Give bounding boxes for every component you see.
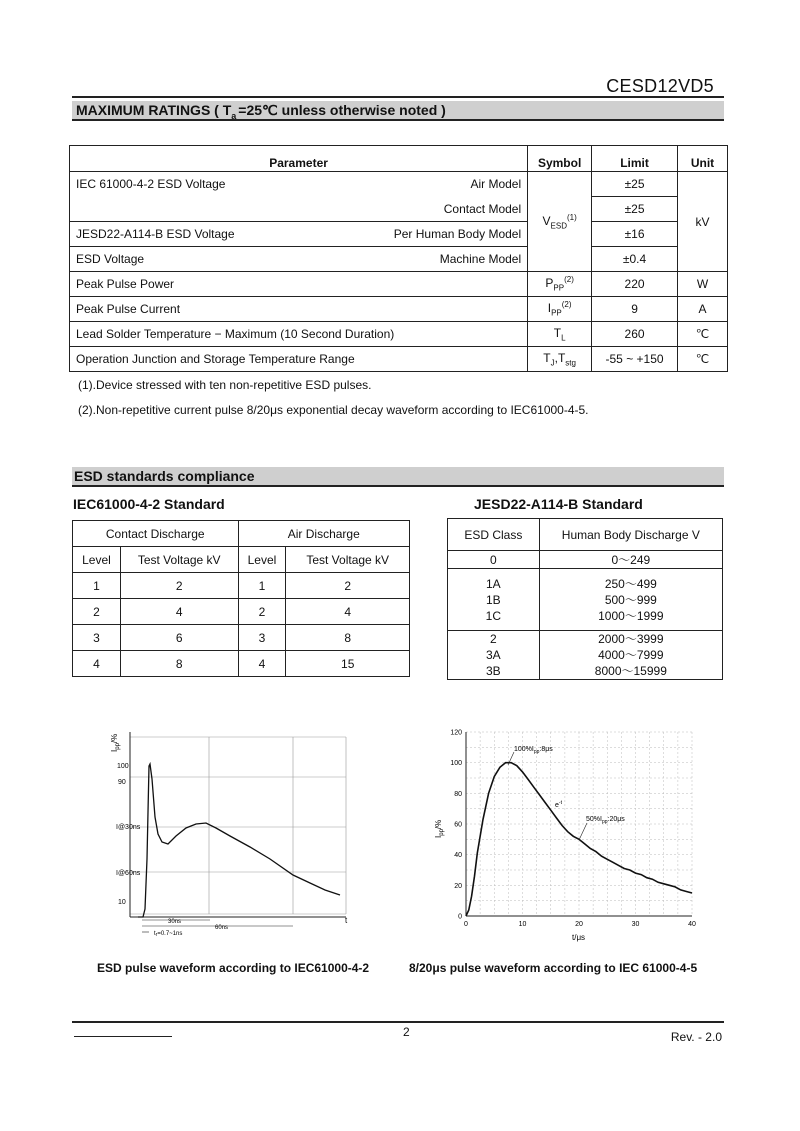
class-text: 1B — [485, 592, 501, 607]
max-ratings-title-sub: a — [231, 110, 237, 121]
waveform1-curve — [138, 764, 340, 917]
esd-symbol-base: V — [542, 213, 551, 228]
unit-cell: A — [678, 297, 728, 322]
limit-cell: 260 — [592, 322, 678, 347]
page-number: 2 — [403, 1025, 410, 1039]
waveform1-dim-tr — [154, 931, 182, 938]
range-text: 250～499 — [604, 576, 657, 591]
model-text: Air Model — [470, 177, 522, 192]
y-tick-label: 0 — [458, 913, 462, 921]
param-text: JESD22-A114-B ESD Voltage — [76, 227, 235, 241]
range-cell: 0～249 — [539, 551, 722, 569]
table-row — [448, 551, 723, 569]
max-ratings-title — [72, 101, 724, 121]
y-tick-100: 100 — [117, 763, 129, 770]
esd-compliance-title-text: ESD standards compliance — [74, 468, 255, 484]
esd-compliance-title — [72, 467, 724, 487]
cell: 4 — [73, 651, 121, 677]
table-row — [73, 625, 410, 651]
class-cell — [448, 569, 540, 631]
model-text: Per Human Body Model — [393, 227, 522, 241]
cell: 6 — [120, 625, 238, 651]
cell: 1 — [238, 573, 286, 599]
note-2: (2).Non-repetitive current pulse 8/20μs exponential decay waveform according to IEC61000-4-5. — [78, 403, 589, 417]
x-tick-label: 40 — [688, 921, 696, 928]
iec-standard-title: IEC61000-4-2 Standard — [73, 496, 225, 512]
symbol-cell — [528, 347, 592, 372]
waveform1-ylabel-suffix: /% — [110, 733, 119, 744]
col-voltage: Human Body Discharge V — [539, 519, 722, 551]
range-text: 8000～15999 — [594, 664, 667, 678]
range-cell — [539, 631, 722, 680]
param-text: Operation Junction and Storage Temperature Range — [70, 347, 528, 372]
symbol-cell — [528, 297, 592, 322]
chart2-ann-half-line — [579, 823, 587, 840]
esd-row-air — [70, 172, 728, 197]
y-tick-90: 90 — [118, 779, 126, 786]
table-row — [73, 651, 410, 677]
ann-exp-base: e — [555, 802, 559, 809]
chart2-ticks — [450, 730, 696, 929]
waveform1-ylabel — [110, 734, 121, 752]
chart2-xlabel: t/μs — [572, 933, 586, 942]
range-text: 500～999 — [604, 592, 657, 607]
ann-peak-sub: pp — [533, 749, 540, 755]
y-tick-label: 100 — [450, 760, 462, 768]
waveform2-caption: 8/20μs pulse waveform according to IEC 61000-4-5 — [409, 961, 698, 975]
model-text: Machine Model — [439, 252, 522, 266]
col-level: Level — [238, 547, 286, 573]
pulse-8-20-chart — [430, 724, 702, 946]
chart2-ann-exp — [555, 800, 563, 809]
cell: 8 — [120, 651, 238, 677]
table-row — [448, 631, 723, 680]
ann-peak-base: 100%I — [514, 746, 534, 753]
y-tick-i30: I@30ns — [116, 824, 141, 831]
sym-sup: (2) — [561, 300, 572, 310]
col-unit: Unit — [678, 146, 728, 172]
cell: 2 — [238, 599, 286, 625]
footer-short-rule — [74, 1036, 172, 1037]
limit-cell: ±25 — [592, 172, 678, 197]
chart2-ylabel — [434, 820, 445, 838]
limit-cell: 220 — [592, 272, 678, 297]
unit-cell: W — [678, 272, 728, 297]
col-symbol: Symbol — [528, 146, 592, 172]
part-number: CESD12VD5 — [606, 76, 714, 96]
sym-sub: L — [561, 333, 566, 343]
col-limit: Limit — [592, 146, 678, 172]
y-tick-10: 10 — [118, 899, 126, 906]
iec-table — [72, 520, 410, 677]
unit-cell: ℃ — [678, 347, 728, 372]
footer-rule — [72, 1021, 724, 1023]
chart2-ann-half — [586, 816, 625, 825]
ann-half-base: 50%I — [586, 816, 602, 823]
row-lead-solder — [70, 322, 728, 347]
y-tick-i60: I@60ns — [116, 870, 141, 877]
row-temp-range — [70, 347, 728, 372]
chart2-ylabel-base: I — [434, 835, 443, 838]
sym-base: T — [553, 325, 562, 340]
limit-cell: -55 ~ +150 — [592, 347, 678, 372]
sym-base: T — [543, 350, 551, 365]
table-row — [73, 599, 410, 625]
group-contact: Contact Discharge — [73, 521, 239, 547]
param-text: ESD Voltage — [76, 252, 145, 266]
esd-symbol-sub: ESD — [550, 221, 567, 231]
ann-peak-suffix: :8μs — [539, 746, 553, 753]
unit-cell: ℃ — [678, 322, 728, 347]
x-tick-label: 10 — [518, 921, 527, 928]
y-tick-label: 60 — [454, 821, 462, 829]
chart2-ann-peak — [514, 746, 553, 755]
class-cell — [448, 631, 540, 680]
x-tick-label: 30 — [631, 921, 640, 928]
cell: 4 — [238, 651, 286, 677]
sym-mid: ,T — [554, 350, 566, 365]
header-rule — [72, 96, 724, 98]
param-text: Lead Solder Temperature − Maximum (10 Second Duration) — [70, 322, 528, 347]
class-text: 3A — [485, 648, 501, 662]
esd-symbol — [528, 172, 592, 272]
revision: Rev. - 2.0 — [670, 1030, 722, 1044]
cell: 4 — [286, 599, 410, 625]
sym-sub: PP — [553, 283, 565, 293]
cell: 1 — [73, 573, 121, 599]
sym-sup: (2) — [564, 275, 574, 285]
limit-cell: ±25 — [592, 197, 678, 222]
ann-half-suffix: :20μs — [607, 816, 625, 823]
col-voltage: Test Voltage kV — [286, 547, 410, 573]
chart2-ylabel-suffix: /% — [434, 819, 443, 830]
cell: 2 — [73, 599, 121, 625]
esd-symbol-sup: (1) — [566, 212, 577, 222]
col-class: ESD Class — [448, 519, 540, 551]
table-row — [73, 573, 410, 599]
col-level: Level — [73, 547, 121, 573]
waveform1-dim-30: 30ns — [168, 919, 182, 925]
limit-cell: 9 — [592, 297, 678, 322]
dim-tr-sub: r — [155, 932, 158, 938]
max-ratings-title-suffix: =25℃ unless otherwise noted ) — [238, 102, 446, 118]
dim-tr-base: t — [154, 931, 156, 937]
cell: 3 — [238, 625, 286, 651]
class-cell: 0 — [448, 551, 540, 569]
y-tick-label: 40 — [454, 852, 462, 860]
row-peak-current — [70, 297, 728, 322]
waveform1-grid — [130, 737, 346, 914]
col-voltage: Test Voltage kV — [120, 547, 238, 573]
esd-waveform-figure — [100, 724, 370, 950]
symbol-cell — [528, 322, 592, 347]
esd-row-contact — [70, 197, 728, 222]
model-text: Contact Model — [443, 201, 522, 216]
waveform1-dim-60: 60ns — [215, 925, 229, 931]
cell: 2 — [120, 573, 238, 599]
dim-tr-suffix: =0.7~1ns — [157, 931, 183, 937]
param-text: Peak Pulse Current — [70, 297, 528, 322]
chart2-ylabel-sub: pp — [439, 829, 445, 836]
jesd-table — [447, 518, 723, 680]
range-text: 2000～3999 — [598, 632, 664, 646]
sym-base: P — [545, 276, 554, 291]
range-text: 1000～1999 — [598, 608, 664, 623]
class-text: 1C — [485, 608, 501, 623]
row-peak-power — [70, 272, 728, 297]
waveform1-ylabel-base: I — [110, 749, 119, 752]
waveform1-xlabel: t — [345, 916, 348, 925]
class-text: 3B — [485, 664, 501, 678]
cell: 8 — [286, 625, 410, 651]
limit-cell: ±16 — [592, 222, 678, 247]
class-text: 1A — [485, 576, 501, 591]
sym-sub: J — [550, 358, 555, 368]
cell: 4 — [120, 599, 238, 625]
max-ratings-title-prefix: MAXIMUM RATINGS ( T — [76, 102, 232, 118]
esd-unit: kV — [678, 172, 728, 272]
cell: 2 — [286, 573, 410, 599]
param-text: Peak Pulse Power — [70, 272, 528, 297]
group-air: Air Discharge — [238, 521, 410, 547]
range-cell — [539, 569, 722, 631]
x-tick-label: 20 — [575, 921, 583, 928]
ann-exp-sup: -t — [558, 800, 562, 806]
jesd-standard-title: JESD22-A114-B Standard — [474, 496, 643, 512]
max-ratings-table — [69, 145, 728, 372]
sym-sub2: stg — [565, 358, 576, 368]
waveform1-caption: ESD pulse waveform according to IEC61000-4-2 — [97, 961, 370, 975]
x-tick-label: 0 — [464, 921, 468, 928]
table-row — [448, 569, 723, 631]
range-text: 4000～7999 — [598, 648, 664, 662]
esd-row-mm — [70, 247, 728, 272]
param-text: IEC 61000-4-2 ESD Voltage — [76, 177, 226, 192]
chart2-grid — [466, 732, 692, 916]
waveform1-ylabel-sub: pp — [115, 743, 121, 750]
col-parameter: Parameter — [70, 146, 528, 172]
class-text: 2 — [489, 632, 497, 646]
ann-half-sub: pp — [601, 819, 608, 825]
cell: 15 — [286, 651, 410, 677]
sym-base: I — [547, 301, 552, 316]
cell: 3 — [73, 625, 121, 651]
sym-sub: PP — [551, 308, 562, 318]
y-tick-label: 20 — [454, 882, 462, 890]
esd-row-hbm — [70, 222, 728, 247]
y-tick-label: 120 — [450, 729, 462, 737]
limit-cell: ±0.4 — [592, 247, 678, 272]
symbol-cell — [528, 272, 592, 297]
note-1: (1).Device stressed with ten non-repetitive ESD pulses. — [78, 378, 372, 392]
y-tick-label: 80 — [454, 790, 462, 798]
